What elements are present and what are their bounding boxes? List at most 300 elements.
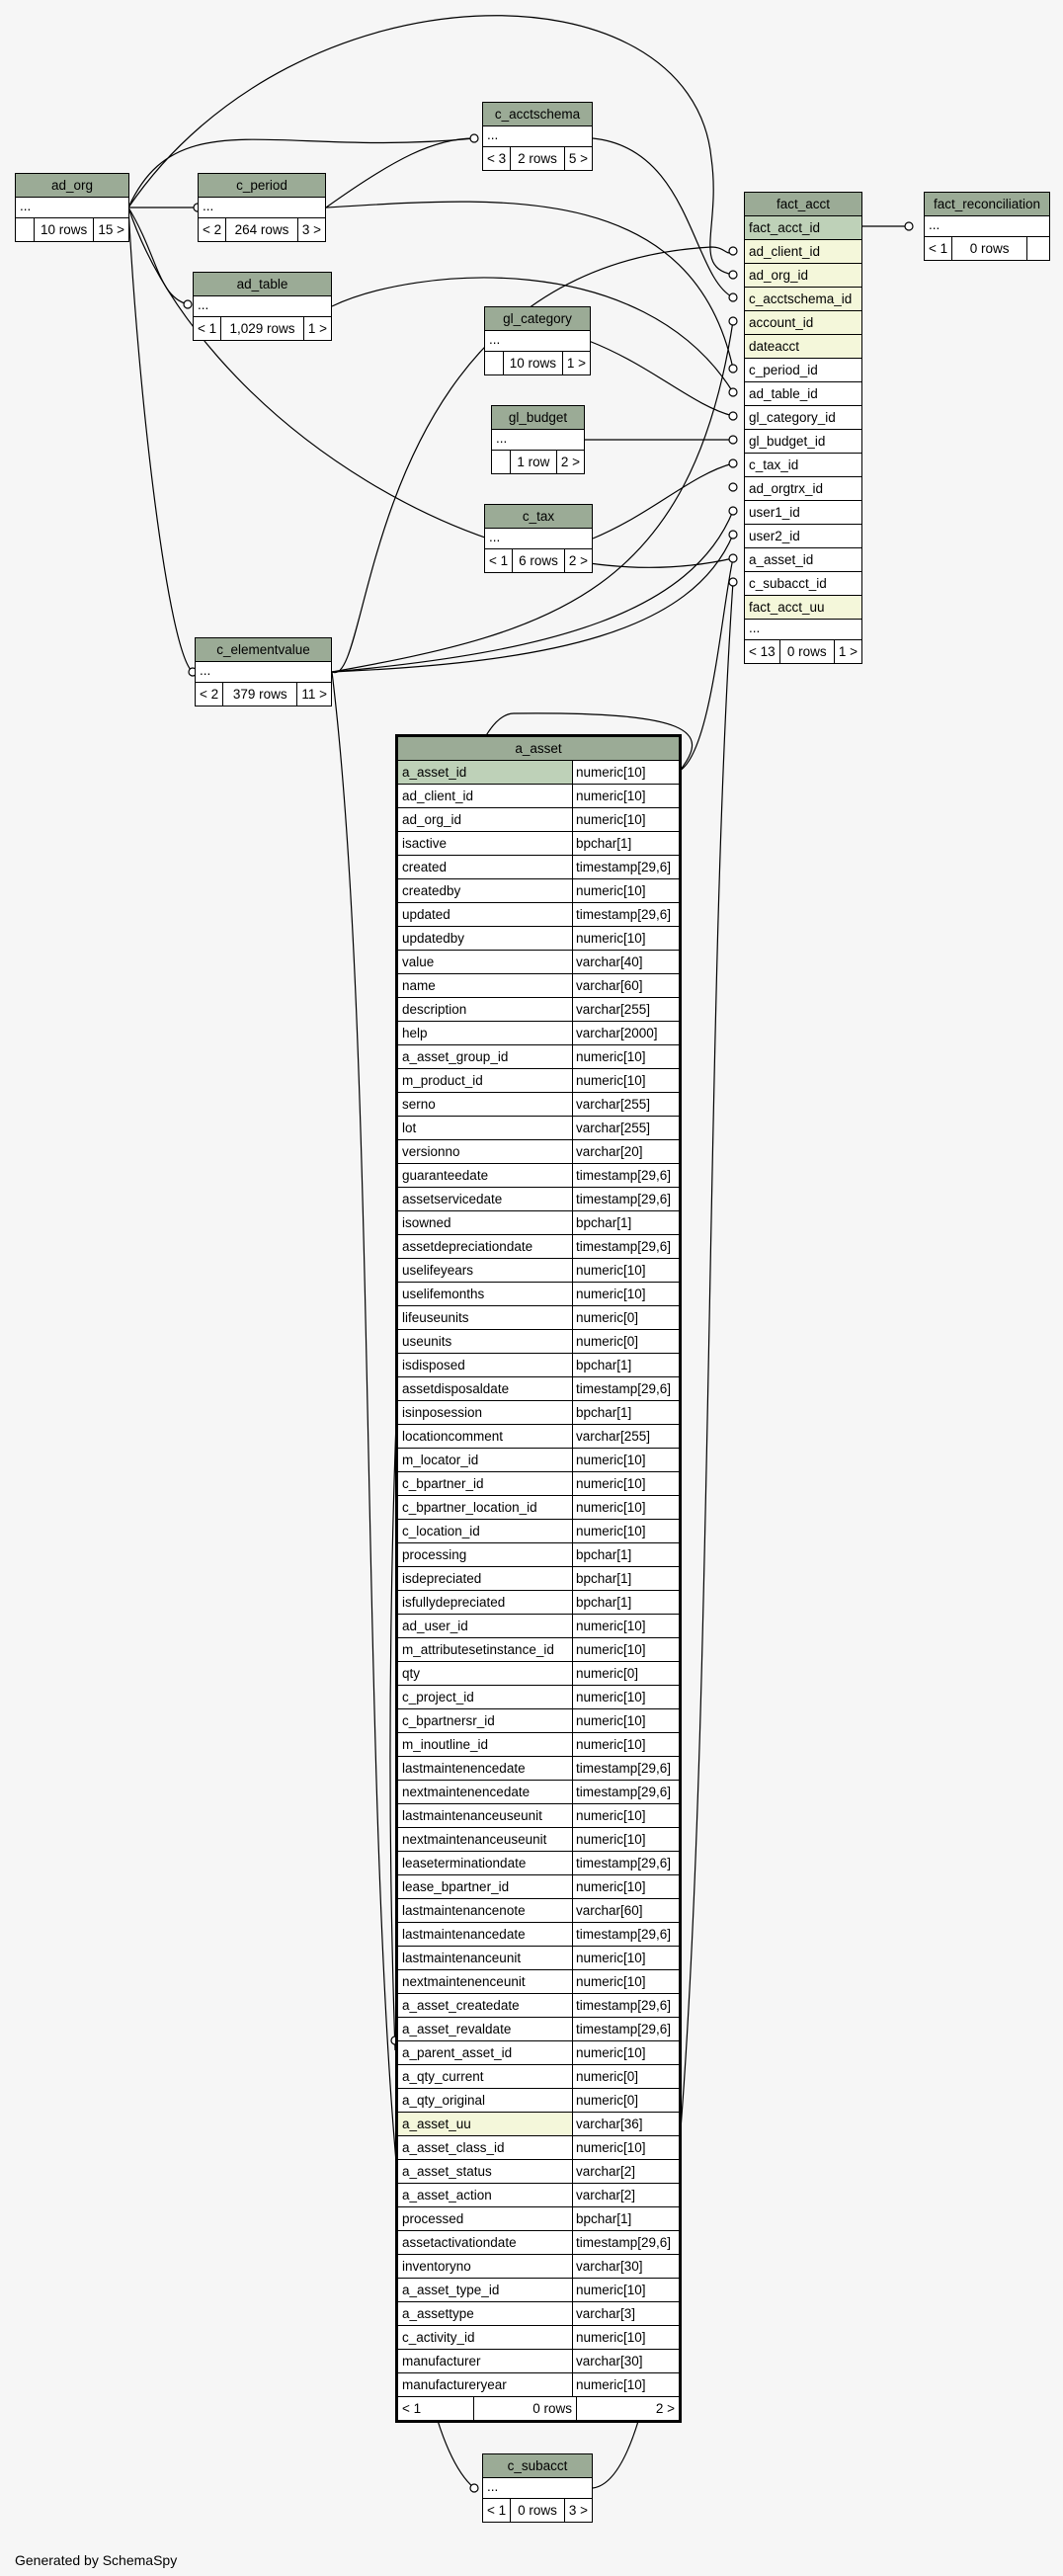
column-row[interactable] (398, 2089, 679, 2113)
column-type: varchar[255] (572, 998, 679, 1021)
column-row[interactable] (398, 1472, 679, 1496)
column-name: lastmaintenancenote (398, 1899, 572, 1922)
column-type: timestamp[29,6] (572, 1994, 679, 2017)
column-row[interactable] (398, 2255, 679, 2279)
table-footer (398, 2397, 679, 2420)
table-gl-budget[interactable] (491, 405, 585, 474)
children-count: < 13 (749, 644, 776, 659)
column-row[interactable] (398, 1947, 679, 1970)
table-c-period[interactable] (198, 173, 326, 242)
column-name: qty (398, 1662, 572, 1685)
parents-count (1026, 237, 1049, 260)
table-footer (196, 683, 331, 706)
parents-count: 1 > (562, 352, 590, 374)
ellipsis: ... (196, 662, 331, 683)
column-type: numeric[0] (572, 1662, 679, 1685)
column-row[interactable] (398, 2302, 679, 2326)
column-name: account_id (749, 315, 814, 330)
column-type: numeric[10] (572, 1947, 679, 1969)
ellipsis: ... (485, 529, 592, 549)
column-name: ad_org_id (749, 268, 809, 283)
column-type: numeric[10] (572, 2326, 679, 2349)
ellipsis: ... (483, 2478, 592, 2499)
column-row[interactable] (745, 311, 861, 335)
column-row[interactable] (745, 477, 861, 501)
column-type: numeric[10] (572, 879, 679, 902)
column-name: a_assettype (398, 2302, 572, 2325)
ellipsis: ... (483, 126, 592, 147)
column-row[interactable] (398, 2231, 679, 2255)
column-name: lastmaintenancedate (398, 1923, 572, 1946)
column-name: a_asset_id (749, 552, 814, 567)
row-count: 0 rows (473, 2397, 576, 2420)
table-footer (483, 147, 592, 170)
column-name: a_parent_asset_id (398, 2041, 572, 2064)
column-name: user1_id (749, 505, 800, 520)
column-name: gl_category_id (749, 410, 836, 425)
column-type: numeric[10] (572, 2041, 679, 2064)
column-row[interactable] (398, 1283, 679, 1306)
column-type: timestamp[29,6] (572, 1852, 679, 1874)
column-row[interactable] (745, 335, 861, 359)
column-name: m_product_id (398, 1069, 572, 1092)
column-type: varchar[255] (572, 1093, 679, 1116)
column-name: c_location_id (398, 1520, 572, 1542)
children-count: < 1 (929, 241, 948, 256)
column-row[interactable] (398, 1045, 679, 1069)
column-row[interactable] (398, 1164, 679, 1188)
column-row[interactable] (398, 1804, 679, 1828)
column-name: nextmaintenanceuseunit (398, 1828, 572, 1851)
column-row[interactable] (398, 1662, 679, 1686)
column-type: varchar[255] (572, 1425, 679, 1448)
table-c-elementvalue[interactable] (195, 637, 332, 706)
column-name: ad_org_id (398, 808, 572, 831)
table-fact-acct[interactable] (744, 192, 862, 664)
row-count: 10 rows (34, 218, 93, 241)
column-row[interactable] (398, 2065, 679, 2089)
column-row[interactable] (398, 2350, 679, 2373)
column-name: a_asset_action (398, 2184, 572, 2206)
column-name: a_asset_id (402, 765, 467, 780)
column-name: a_asset_revaldate (398, 2018, 572, 2040)
column-row[interactable] (398, 903, 679, 927)
column-row[interactable] (398, 2207, 679, 2231)
column-type: bpchar[1] (572, 832, 679, 855)
table-ad-org[interactable] (15, 173, 129, 242)
column-type: numeric[10] (572, 1283, 679, 1305)
column-name: assetdepreciationdate (398, 1235, 572, 1258)
table-footer (485, 549, 592, 572)
column-type: varchar[60] (572, 974, 679, 997)
row-count: 264 rows (225, 218, 297, 241)
column-name: c_bpartnersr_id (398, 1709, 572, 1732)
table-title[interactable]: c_period (199, 174, 325, 198)
table-title[interactable]: c_subacct (483, 2454, 592, 2478)
column-name: locationcomment (398, 1425, 572, 1448)
column-type: timestamp[29,6] (572, 903, 679, 926)
column-name: uselifeyears (398, 1259, 572, 1282)
column-row[interactable] (398, 1425, 679, 1449)
column-name: m_inoutline_id (398, 1733, 572, 1756)
column-type: bpchar[1] (572, 1401, 679, 1424)
column-row[interactable] (745, 264, 861, 288)
parents-count: 2 > (564, 549, 592, 572)
column-row[interactable] (398, 1757, 679, 1781)
ellipsis: ... (925, 216, 1049, 237)
table-footer (16, 218, 128, 241)
column-name: ad_client_id (749, 244, 821, 259)
table-ad-table[interactable] (193, 272, 332, 341)
column-row[interactable] (398, 1093, 679, 1117)
column-row[interactable] (398, 1117, 679, 1140)
column-type: numeric[10] (572, 927, 679, 950)
parents-count: 2 > (556, 451, 584, 473)
column-name: m_locator_id (398, 1449, 572, 1471)
column-type: varchar[36] (572, 2113, 679, 2135)
column-type: numeric[10] (572, 2279, 679, 2301)
column-row[interactable] (398, 2160, 679, 2184)
column-row[interactable] (398, 951, 679, 974)
column-name: guaranteedate (398, 1164, 572, 1187)
column-name: a_asset_createdate (398, 1994, 572, 2017)
column-name: a_asset_group_id (398, 1045, 572, 1068)
column-type: numeric[10] (572, 1970, 679, 1993)
column-type: bpchar[1] (572, 1567, 679, 1590)
column-row[interactable] (398, 1259, 679, 1283)
ellipsis: ... (485, 331, 590, 352)
column-name: a_asset_uu (402, 2117, 471, 2131)
parents-count: 11 > (296, 683, 331, 706)
column-row[interactable] (398, 1733, 679, 1757)
column-type: numeric[0] (572, 1306, 679, 1329)
column-row[interactable] (398, 1211, 679, 1235)
column-row[interactable] (398, 1828, 679, 1852)
row-count: 0 rows (510, 2499, 564, 2522)
column-name: lastmaintenanceunit (398, 1947, 572, 1969)
column-row[interactable] (398, 879, 679, 903)
column-row[interactable] (398, 1235, 679, 1259)
column-name: updated (398, 903, 572, 926)
column-type: numeric[10] (572, 1709, 679, 1732)
column-name: ad_table_id (749, 386, 818, 401)
children-count: < 1 (402, 2401, 422, 2416)
table-a-asset[interactable] (395, 734, 682, 2423)
table-title[interactable]: fact_acct (745, 193, 861, 216)
table-fact-reconciliation[interactable] (924, 192, 1050, 261)
column-row[interactable] (745, 525, 861, 548)
column-row[interactable] (745, 454, 861, 477)
column-name: lifeuseunits (398, 1306, 572, 1329)
children-count (485, 352, 503, 374)
column-name: a_qty_original (398, 2089, 572, 2112)
column-name: useunits (398, 1330, 572, 1353)
ellipsis: ... (745, 620, 861, 640)
column-row[interactable] (745, 406, 861, 430)
children-count: < 1 (198, 321, 217, 336)
parents-count: 15 > (93, 218, 128, 241)
table-footer (925, 237, 1049, 260)
column-name: isowned (398, 1211, 572, 1234)
column-row[interactable] (745, 548, 861, 572)
column-type: bpchar[1] (572, 2207, 679, 2230)
column-row[interactable] (398, 1615, 679, 1638)
column-type: numeric[0] (572, 1330, 679, 1353)
column-row[interactable] (398, 927, 679, 951)
table-title[interactable]: c_elementvalue (196, 638, 331, 662)
column-row[interactable] (745, 430, 861, 454)
column-type: numeric[0] (572, 2065, 679, 2088)
column-row[interactable] (398, 1970, 679, 1994)
column-list (398, 761, 679, 2397)
column-row[interactable] (745, 501, 861, 525)
column-name: dateacct (749, 339, 800, 354)
children-count (492, 451, 510, 473)
column-row[interactable] (398, 1306, 679, 1330)
column-name: isinposession (398, 1401, 572, 1424)
column-row[interactable] (398, 1686, 679, 1709)
column-row[interactable] (398, 1140, 679, 1164)
column-type: timestamp[29,6] (572, 1781, 679, 1803)
column-row[interactable] (398, 808, 679, 832)
column-type: varchar[255] (572, 1117, 679, 1139)
ellipsis: ... (194, 296, 331, 317)
ellipsis: ... (16, 198, 128, 218)
column-name: inventoryno (398, 2255, 572, 2278)
row-count: 0 rows (951, 237, 1026, 260)
column-row[interactable] (745, 288, 861, 311)
column-name: versionno (398, 1140, 572, 1163)
column-row[interactable] (398, 2041, 679, 2065)
column-name: c_tax_id (749, 457, 799, 472)
column-row[interactable] (398, 1069, 679, 1093)
column-type: varchar[40] (572, 951, 679, 973)
column-row[interactable] (398, 1923, 679, 1947)
table-title[interactable]: ad_org (16, 174, 128, 198)
column-row[interactable] (398, 2279, 679, 2302)
column-type: bpchar[1] (572, 1211, 679, 1234)
column-row[interactable] (398, 2184, 679, 2207)
column-list (745, 216, 861, 620)
column-type: numeric[10] (572, 1259, 679, 1282)
column-name: ad_client_id (398, 785, 572, 807)
column-row[interactable] (398, 1330, 679, 1354)
parents-count: 1 > (834, 640, 861, 663)
table-title[interactable]: ad_table (194, 273, 331, 296)
children-count: < 2 (200, 687, 219, 702)
column-row[interactable] (398, 1520, 679, 1543)
column-name: c_activity_id (398, 2326, 572, 2349)
column-row[interactable] (398, 1354, 679, 1377)
column-row[interactable] (398, 1638, 679, 1662)
column-name: manufactureryear (398, 2373, 572, 2396)
table-title[interactable]: gl_budget (492, 406, 584, 430)
column-row[interactable] (398, 1994, 679, 2018)
table-c-tax[interactable] (484, 504, 593, 573)
column-row[interactable] (745, 216, 861, 240)
column-name: name (398, 974, 572, 997)
column-type: numeric[0] (572, 2089, 679, 2112)
column-row[interactable] (398, 2113, 679, 2136)
children-count (16, 218, 34, 241)
column-name: ad_user_id (398, 1615, 572, 1637)
column-type: numeric[10] (572, 1045, 679, 1068)
column-type: numeric[10] (572, 1449, 679, 1471)
column-name: isactive (398, 832, 572, 855)
column-type: numeric[10] (572, 1520, 679, 1542)
column-name: c_project_id (398, 1686, 572, 1708)
table-footer (483, 2499, 592, 2522)
column-type: numeric[10] (572, 1875, 679, 1898)
table-footer (194, 317, 331, 340)
column-type: numeric[10] (572, 1804, 679, 1827)
column-row[interactable] (398, 1449, 679, 1472)
column-type: numeric[10] (572, 1686, 679, 1708)
column-row[interactable] (398, 1875, 679, 1899)
column-row[interactable] (398, 785, 679, 808)
column-type: numeric[10] (572, 761, 679, 784)
parents-count: 3 > (564, 2499, 592, 2522)
column-row[interactable] (398, 1401, 679, 1425)
column-type: numeric[10] (572, 785, 679, 807)
row-count: 379 rows (222, 683, 296, 706)
column-name: isfullydepreciated (398, 1591, 572, 1614)
table-footer (745, 640, 861, 663)
table-footer (485, 352, 590, 374)
children-count: < 3 (487, 151, 507, 166)
column-row[interactable] (398, 1543, 679, 1567)
column-row[interactable] (745, 382, 861, 406)
column-row[interactable] (398, 832, 679, 856)
column-name: created (398, 856, 572, 878)
column-type: timestamp[29,6] (572, 1377, 679, 1400)
children-count: < 2 (203, 222, 222, 237)
table-gl-category[interactable] (484, 306, 591, 375)
column-row[interactable] (398, 1709, 679, 1733)
column-row[interactable] (745, 572, 861, 596)
table-title[interactable]: fact_reconciliation (925, 193, 1049, 216)
table-title[interactable]: a_asset (398, 737, 679, 761)
column-name: manufacturer (398, 2350, 572, 2372)
column-row[interactable] (398, 761, 679, 785)
column-row[interactable] (398, 1188, 679, 1211)
column-name: user2_id (749, 529, 800, 543)
column-type: numeric[10] (572, 1828, 679, 1851)
row-count: 0 rows (779, 640, 834, 663)
column-name: fact_acct_id (749, 220, 821, 235)
column-type: varchar[30] (572, 2350, 679, 2372)
column-type: bpchar[1] (572, 1354, 679, 1376)
column-type: numeric[10] (572, 1496, 679, 1519)
column-type: timestamp[29,6] (572, 1188, 679, 1210)
column-row[interactable] (398, 1567, 679, 1591)
table-footer (492, 451, 584, 473)
column-type: timestamp[29,6] (572, 1235, 679, 1258)
column-type: bpchar[1] (572, 1543, 679, 1566)
row-count: 1 row (510, 451, 556, 473)
column-name: updatedby (398, 927, 572, 950)
column-name: processing (398, 1543, 572, 1566)
column-row[interactable] (398, 2018, 679, 2041)
column-type: varchar[20] (572, 1140, 679, 1163)
column-type: bpchar[1] (572, 1591, 679, 1614)
column-name: c_bpartner_location_id (398, 1496, 572, 1519)
children-count: < 1 (487, 2503, 507, 2518)
column-row[interactable] (398, 2136, 679, 2160)
row-count: 1,029 rows (220, 317, 303, 340)
column-name: c_period_id (749, 363, 818, 377)
ellipsis: ... (492, 430, 584, 451)
column-type: varchar[30] (572, 2255, 679, 2278)
table-c-subacct[interactable] (482, 2453, 593, 2523)
column-name: lastmaintenencedate (398, 1757, 572, 1780)
column-row[interactable] (398, 2326, 679, 2350)
column-name: lastmaintenanceuseunit (398, 1804, 572, 1827)
column-type: timestamp[29,6] (572, 1164, 679, 1187)
column-type: numeric[10] (572, 1638, 679, 1661)
column-row[interactable] (398, 2373, 679, 2397)
column-row[interactable] (398, 1591, 679, 1615)
column-name: c_acctschema_id (749, 291, 853, 306)
column-name: nextmaintenencedate (398, 1781, 572, 1803)
column-name: a_asset_type_id (398, 2279, 572, 2301)
column-row[interactable] (745, 359, 861, 382)
table-c-acctschema[interactable] (482, 102, 593, 171)
column-row[interactable] (398, 998, 679, 1022)
column-row[interactable] (745, 240, 861, 264)
column-row[interactable] (745, 596, 861, 620)
column-name: assetservicedate (398, 1188, 572, 1210)
table-title[interactable]: gl_category (485, 307, 590, 331)
column-name: ad_orgtrx_id (749, 481, 824, 496)
column-type: timestamp[29,6] (572, 2231, 679, 2254)
table-title[interactable]: c_tax (485, 505, 592, 529)
column-name: c_bpartner_id (398, 1472, 572, 1495)
generator-credit: Generated by SchemaSpy (15, 2552, 178, 2568)
column-type: varchar[60] (572, 1899, 679, 1922)
table-footer (199, 218, 325, 241)
column-name: processed (398, 2207, 572, 2230)
column-row[interactable] (398, 1899, 679, 1923)
column-row[interactable] (398, 1022, 679, 1045)
column-name: a_qty_current (398, 2065, 572, 2088)
column-type: timestamp[29,6] (572, 2018, 679, 2040)
parents-count: 5 > (564, 147, 592, 170)
column-name: a_asset_class_id (398, 2136, 572, 2159)
column-type: varchar[2] (572, 2184, 679, 2206)
column-name: serno (398, 1093, 572, 1116)
column-type: numeric[10] (572, 1472, 679, 1495)
column-name: uselifemonths (398, 1283, 572, 1305)
column-type: varchar[2] (572, 2160, 679, 2183)
row-count: 6 rows (512, 549, 564, 572)
column-type: varchar[3] (572, 2302, 679, 2325)
column-row[interactable] (398, 1377, 679, 1401)
table-title[interactable]: c_acctschema (483, 103, 592, 126)
column-row[interactable] (398, 1781, 679, 1804)
column-row[interactable] (398, 974, 679, 998)
column-row[interactable] (398, 1852, 679, 1875)
column-row[interactable] (398, 856, 679, 879)
column-type: numeric[10] (572, 808, 679, 831)
column-name: c_subacct_id (749, 576, 827, 591)
column-row[interactable] (398, 1496, 679, 1520)
column-name: isdisposed (398, 1354, 572, 1376)
row-count: 2 rows (510, 147, 564, 170)
ellipsis: ... (199, 198, 325, 218)
column-type: varchar[2000] (572, 1022, 679, 1044)
children-count: < 1 (489, 553, 509, 568)
